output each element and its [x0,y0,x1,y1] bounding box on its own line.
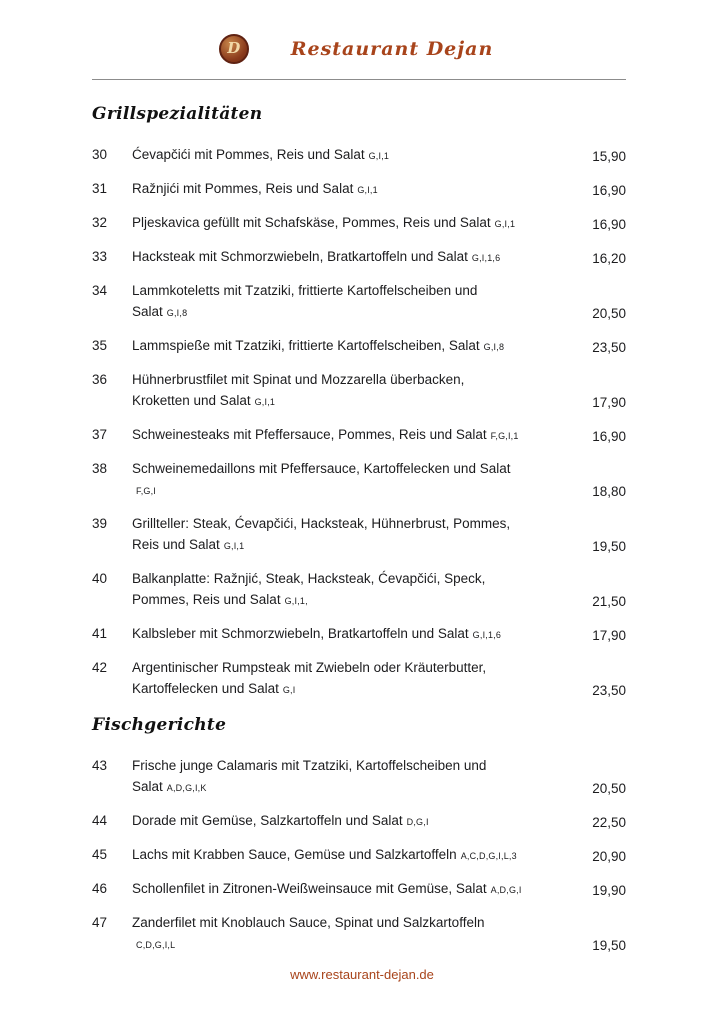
description-line [132,513,570,534]
menu-item-row [92,212,626,235]
restaurant-title: Restaurant Dejan [290,38,494,60]
dish-text: Argentinischer Rumpsteak mit Zwiebeln oder Kräuterbutter, [132,660,487,675]
restaurant-logo-icon [219,34,249,64]
description-line [132,844,570,867]
description-line [132,755,570,776]
item-description [132,144,580,167]
description-line [132,212,570,235]
item-price: 17,90 [592,395,626,410]
description-line [132,678,570,701]
dish-text: Schweinesteaks mit Pfeffersauce, Pommes, Reis und Salat [132,427,487,442]
dish-text: Grillteller: Steak, Ćevapčići, Hacksteak, Hühnerbrust, Pommes, [132,516,511,531]
description-line [132,424,570,447]
menu-item-row [92,424,626,447]
allergen-codes: G,I,1,6 [471,253,501,263]
menu-sections [92,104,626,956]
allergen-codes: G,I,1,6 [472,630,502,640]
menu-item-row [92,178,626,201]
allergen-codes: A,D,G,I [490,885,522,895]
menu-item-row [92,369,626,413]
item-description [132,912,580,956]
description-line [132,280,570,301]
item-number: 43 [92,758,108,773]
allergen-codes: G,I,1 [494,219,516,229]
item-number: 39 [92,516,108,531]
menu-item-row [92,912,626,956]
description-line [132,912,570,933]
restaurant-header [92,34,620,64]
item-description [132,657,580,701]
item-description [132,755,580,799]
item-description [132,810,580,833]
description-line [132,810,570,833]
description-line [132,458,570,479]
item-price: 20,50 [592,306,626,321]
item-number: 40 [92,571,108,586]
description-line [132,568,570,589]
item-description [132,424,580,447]
item-number: 36 [92,372,108,387]
menu-item-row [92,810,626,833]
item-description [132,623,580,646]
dish-text: Lammkoteletts mit Tzatziki, frittierte Kartoffelscheiben und [132,283,478,298]
section-heading: Fischgerichte [92,715,227,735]
item-price: 23,50 [592,683,626,698]
description-line [132,301,570,324]
dish-text: Balkanplatte: Ražnjić, Steak, Hacksteak, Ćevapčići, Speck, [132,571,486,586]
dish-text: Dorade mit Gemüse, Salzkartoffeln und Salat [132,813,403,828]
description-line [132,178,570,201]
allergen-codes: D,G,I [406,817,429,827]
dish-text: Hühnerbrustfilet mit Spinat und Mozzarella überbacken, [132,372,465,387]
dish-text: Lammspieße mit Tzatziki, frittierte Kartoffelscheiben, Salat [132,338,480,353]
item-number: 30 [92,147,108,162]
dish-text: Zanderfilet mit Knoblauch Sauce, Spinat und Salzkartoffeln [132,915,485,930]
item-price: 15,90 [592,149,626,164]
description-line [132,623,570,646]
menu-item-row [92,844,626,867]
description-line [132,390,570,413]
dish-text: Pommes, Reis und Salat [132,592,281,607]
allergen-codes: G,I,1 [357,185,378,195]
item-number: 37 [92,427,108,442]
description-line [132,369,570,390]
page-footer [0,967,724,982]
item-price: 18,80 [592,484,626,499]
allergen-codes: F,G,I,1 [490,431,519,441]
dish-text: Frische junge Calamaris mit Tzatziki, Kartoffelscheiben und [132,758,487,773]
item-price: 16,20 [592,251,626,266]
item-description [132,246,580,269]
menu-item-row [92,458,626,502]
menu-section [92,104,626,701]
allergen-codes: G,I,1 [223,541,245,551]
dish-text: Salat [132,779,163,794]
menu-section [92,715,626,956]
dish-text: Kroketten und Salat [132,393,251,408]
dish-text: Salat [132,304,163,319]
item-number: 35 [92,338,108,353]
description-line [132,246,570,269]
header-divider [92,79,626,80]
menu-item-row [92,755,626,799]
menu-item-row [92,657,626,701]
item-description [132,212,580,235]
item-description [132,369,580,413]
item-number: 44 [92,813,108,828]
description-line [132,878,570,901]
allergen-codes: G,I,1 [368,151,390,161]
item-price: 21,50 [592,594,626,609]
allergen-codes: A,D,G,I,K [166,783,207,793]
item-description [132,458,580,502]
section-heading: Grillspezialitäten [92,104,263,124]
allergen-codes: G,I [282,685,296,695]
allergen-codes: C,D,G,I,L [136,940,176,950]
allergen-codes: F,G,I [136,486,157,496]
dish-text: Hacksteak mit Schmorzwiebeln, Bratkartoffeln und Salat [132,249,468,264]
allergen-codes: G,I,8 [483,342,505,352]
item-price: 22,50 [592,815,626,830]
item-number: 47 [92,915,108,930]
allergen-codes: G,I,1 [254,397,276,407]
item-number: 32 [92,215,108,230]
item-price: 20,50 [592,781,626,796]
menu-item-row [92,568,626,612]
dish-text: Schollenfilet in Zitronen-Weißweinsauce mit Gemüse, Salat [132,881,487,896]
item-number: 38 [92,461,108,476]
dish-text: Ražnjići mit Pommes, Reis und Salat [132,181,354,196]
menu-item-row [92,335,626,358]
item-price: 20,90 [592,849,626,864]
item-number: 31 [92,181,108,196]
item-price: 23,50 [592,340,626,355]
allergen-codes: G,I,8 [166,308,188,318]
menu-item-row [92,878,626,901]
item-description [132,568,580,612]
dish-text: Pljeskavica gefüllt mit Schafskäse, Pommes, Reis und Salat [132,215,491,230]
description-line [132,776,570,799]
allergen-codes: G,I,1, [284,596,308,606]
item-number: 41 [92,626,108,641]
menu-item-row [92,280,626,324]
item-number: 42 [92,660,108,675]
item-price: 16,90 [592,183,626,198]
item-description [132,335,580,358]
description-line [132,144,570,167]
description-line [132,933,570,956]
dish-text: Schweinemedaillons mit Pfeffersauce, Kartoffelecken und Salat [132,461,511,476]
description-line [132,657,570,678]
dish-text: Kalbsleber mit Schmorzwiebeln, Bratkartoffeln und Salat [132,626,469,641]
item-price: 16,90 [592,217,626,232]
description-line [132,534,570,557]
allergen-codes: A,C,D,G,I,L,3 [460,851,517,861]
description-line [132,479,570,502]
item-price: 17,90 [592,628,626,643]
item-description [132,844,580,867]
dish-text: Lachs mit Krabben Sauce, Gemüse und Salzkartoffeln [132,847,457,862]
description-line [132,589,570,612]
item-price: 19,50 [592,938,626,953]
website-link[interactable]: www.restaurant-dejan.de [290,967,434,982]
menu-item-row [92,623,626,646]
menu-item-row [92,144,626,167]
dish-text: Ćevapčići mit Pommes, Reis und Salat [132,147,365,162]
description-line [132,335,570,358]
item-price: 19,50 [592,539,626,554]
item-description [132,280,580,324]
dish-text: Reis und Salat [132,537,220,552]
item-price: 16,90 [592,429,626,444]
item-number: 33 [92,249,108,264]
item-description [132,513,580,557]
item-description [132,878,580,901]
menu-item-row [92,246,626,269]
item-number: 34 [92,283,108,298]
logo-letter: D [227,38,241,57]
item-number: 46 [92,881,108,896]
menu-item-row [92,513,626,557]
dish-text: Kartoffelecken und Salat [132,681,279,696]
item-price: 19,90 [592,883,626,898]
item-description [132,178,580,201]
item-number: 45 [92,847,108,862]
